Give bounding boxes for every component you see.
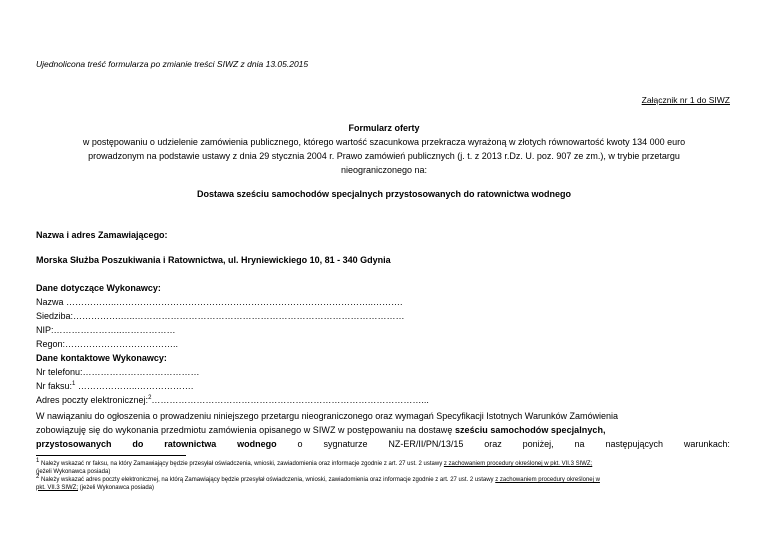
declaration-word: NZ-ER/II/PN/13/15 (388, 439, 464, 449)
procurement-subject: Dostawa sześciu samochodów specjalnych przystosowanych do ratownictwa wodnego (196, 189, 572, 199)
declaration-word: na (574, 439, 585, 449)
annex-label: Załącznik nr 1 do SIWZ (641, 95, 730, 105)
declaration-word: warunkach: (683, 439, 730, 449)
contact-fax-field (36, 381, 193, 391)
declaration-word: następujących (605, 439, 663, 449)
intro-text (30, 135, 738, 177)
declaration-word: przystosowanych (36, 439, 112, 449)
footnote-tail: (jeżeli Wykonawca posiada) (78, 484, 154, 491)
contractor-seat-field: Siedziba:…………….…..……………………………………………………………………………… (36, 311, 405, 321)
footnote-separator (36, 455, 186, 456)
footnote-text: Należy wskazać adres poczty elektronicznej, na którą Zamawiający będzie przesyłał oświadczenia, wnioski, zawiadomienia oraz informacje zgodnie z art. 27 ust. 2 ustawy (41, 477, 496, 483)
declaration-word: o (297, 439, 303, 449)
declaration-line-2 (36, 423, 730, 437)
footnote-1 (36, 458, 732, 476)
declaration-word: ratownictwa (164, 439, 217, 449)
declaration-word: wodnego (237, 439, 277, 449)
contact-phone-field: Nr telefonu:………………………………… (36, 367, 200, 377)
intro-line: w postępowaniu o udzielenie zamówienia publicznego, którego wartość szacunkowa przekracza wyrażoną w złotych równowartość kwoty 134 000 euro (82, 137, 686, 147)
email-label: Adres poczty elektronicznej: (36, 395, 149, 405)
contractor-name-field: Nazwa ……………..…………………………………………………………………………..………. (36, 297, 403, 307)
declaration-word: do (132, 439, 144, 449)
contractor-nip-field: NIP:…………………..……………… (36, 325, 176, 335)
footnote-2 (36, 474, 732, 492)
email-dots: ………………………………………………………………………………... (151, 395, 429, 405)
form-title: Formularz oferty (348, 123, 420, 133)
declaration-word: poniżej, (522, 439, 554, 449)
declaration-bold-text: sześciu samochodów specjalnych, (454, 425, 606, 435)
declaration-line-1: W nawiązaniu do ogłoszenia o prowadzeniu niniejszego przetargu nieograniczonego oraz wymagań Specyfikacji Istotnych Warunków Zamówienia (36, 411, 618, 421)
contact-heading: Dane kontaktowe Wykonawcy: (36, 353, 167, 363)
declaration-text: zobowiązuję się do wykonania przedmiotu zamówienia opisanego w SIWZ w postępowaniu na dostawę (36, 425, 455, 435)
intro-line: nieograniczonego na: (340, 165, 428, 175)
footnote-link: z zachowaniem procedury określonej w pkt. VII.3 SIWZ; (443, 461, 593, 467)
contracting-authority-value: Morska Służba Poszukiwania i Ratownictwa, ul. Hryniewickiego 10, 81 - 340 Gdynia (36, 255, 391, 265)
fax-label: Nr faksu: (36, 381, 73, 391)
footnote-link: pkt. VII.3 SIWZ; (36, 484, 79, 491)
footnote-ref-2: 2 (148, 395, 152, 401)
contractor-regon-field: Regon:……………………………….. (36, 339, 179, 349)
declaration-word: oraz (484, 439, 502, 449)
contact-email-field (36, 395, 429, 405)
contractor-heading: Dane dotyczące Wykonawcy: (36, 283, 161, 293)
declaration-line-3 (36, 437, 730, 451)
footnote-link: z zachowaniem procedury określonej w (495, 477, 600, 483)
header-note: Ujednolicona treść formularza po zmianie treści SIWZ z dnia 13.05.2015 (36, 59, 309, 69)
declaration-word: sygnaturze (323, 439, 368, 449)
footnote-ref-1: 1 (72, 381, 76, 387)
footnote-text: Należy wskazać nr faksu, na który Zamawiający będzie przesyłał oświadczenia, wnioski, zawiadomienia oraz informacje zgodnie z art. 27 ust. 2 ustawy (41, 461, 444, 467)
footnote-tail: (jeżeli Wykonawca posiada) (36, 468, 111, 475)
fax-dots: ………………..………………. (75, 381, 194, 391)
footnote-number: 2 (36, 474, 40, 480)
intro-line: prowadzonym na podstawie ustawy z dnia 29 stycznia 2004 r. Prawo zamówień publicznych (j. t. z 2013 r.Dz. U. poz. 907 ze zm.), w trybie przetargu (88, 151, 680, 161)
contracting-authority-label: Nazwa i adres Zamawiającego: (36, 230, 168, 240)
footnote-number: 1 (36, 458, 40, 464)
